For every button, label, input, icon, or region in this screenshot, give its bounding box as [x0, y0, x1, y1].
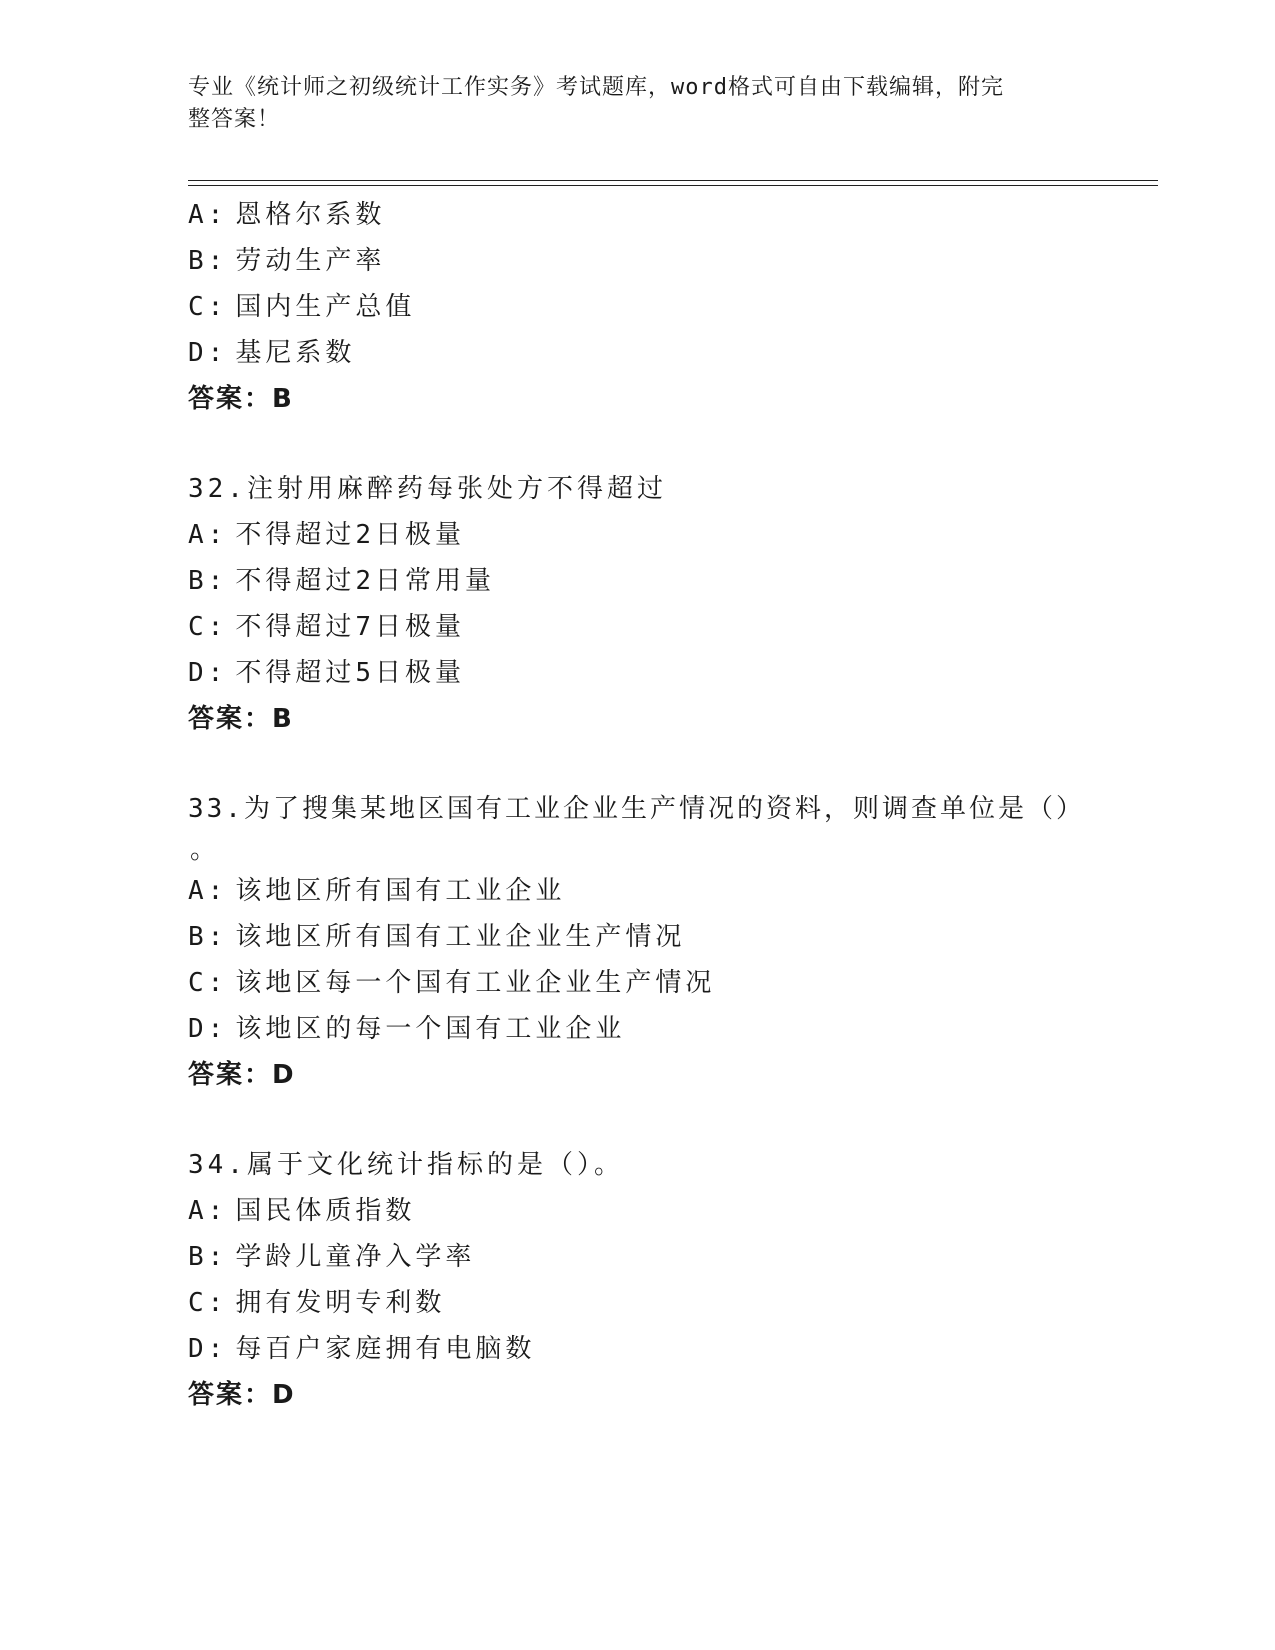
option-label: B:: [188, 566, 228, 596]
answer: 答案：D: [188, 1060, 296, 1090]
question-list: [188, 192, 1088, 1418]
option-a: [188, 192, 1088, 238]
option-label: C:: [188, 612, 228, 642]
question-34: [188, 1142, 1088, 1418]
option-text: 国内生产总值: [235, 292, 416, 322]
option-d: [188, 1006, 1088, 1052]
option-b: [188, 238, 1088, 284]
question-33: [188, 786, 1088, 1098]
option-b: [188, 1234, 1088, 1280]
option-label: B:: [188, 1242, 228, 1272]
option-label: B:: [188, 922, 228, 952]
question-text: 32.注射用麻醉药每张处方不得超过: [188, 474, 667, 504]
option-label: C:: [188, 968, 228, 998]
option-label: D:: [188, 1334, 228, 1364]
option-b: [188, 914, 1088, 960]
option-text: 基尼系数: [235, 338, 356, 368]
option-c: [188, 960, 1088, 1006]
option-c: [188, 284, 1088, 330]
option-text: 不得超过2日常用量: [235, 566, 495, 596]
answer: 答案：D: [188, 1380, 296, 1410]
option-label: C:: [188, 1288, 228, 1318]
question-31: [188, 192, 1088, 422]
answer: 答案：B: [188, 384, 294, 414]
option-text: 该地区的每一个国有工业企业: [235, 1014, 626, 1044]
option-text: 该地区所有国有工业企业: [235, 876, 566, 906]
option-text: 不得超过2日极量: [235, 520, 465, 550]
option-text: 不得超过7日极量: [235, 612, 465, 642]
option-label: D:: [188, 658, 228, 688]
option-text: 劳动生产率: [235, 246, 386, 276]
question-text: 33.为了搜集某地区国有工业企业生产情况的资料，则调查单位是（）: [188, 794, 1085, 824]
option-text: 该地区每一个国有工业企业生产情况: [235, 968, 716, 998]
option-a: [188, 512, 1088, 558]
option-text: 该地区所有国有工业企业生产情况: [235, 922, 686, 952]
header-line-2: 整答案！: [188, 107, 281, 132]
option-d: [188, 1326, 1088, 1372]
question-32: [188, 466, 1088, 742]
option-text: 拥有发明专利数: [235, 1288, 446, 1318]
header-divider-top: [188, 180, 1158, 181]
header-divider-bottom: [188, 185, 1158, 186]
option-label: D:: [188, 1014, 228, 1044]
document-header: [188, 72, 1068, 136]
option-label: B:: [188, 246, 228, 276]
option-label: D:: [188, 338, 228, 368]
option-b: [188, 558, 1088, 604]
option-c: [188, 604, 1088, 650]
question-text: 34.属于文化统计指标的是（）。: [188, 1150, 624, 1180]
option-text: 恩格尔系数: [235, 200, 386, 230]
header-line-1: 专业《统计师之初级统计工作实务》考试题库，word格式可自由下载编辑，附完: [188, 75, 1004, 100]
option-label: A:: [188, 200, 228, 230]
option-a: [188, 868, 1088, 914]
option-a: [188, 1188, 1088, 1234]
option-c: [188, 1280, 1088, 1326]
question-text-wrap: 。: [190, 835, 217, 865]
option-text: 国民体质指数: [235, 1196, 416, 1226]
option-text: 学龄儿童净入学率: [235, 1242, 476, 1272]
answer: 答案：B: [188, 704, 294, 734]
option-text: 每百户家庭拥有电脑数: [235, 1334, 536, 1364]
option-d: [188, 330, 1088, 376]
option-label: A:: [188, 1196, 228, 1226]
option-text: 不得超过5日极量: [235, 658, 465, 688]
option-label: C:: [188, 292, 228, 322]
option-label: A:: [188, 876, 228, 906]
option-label: A:: [188, 520, 228, 550]
option-d: [188, 650, 1088, 696]
